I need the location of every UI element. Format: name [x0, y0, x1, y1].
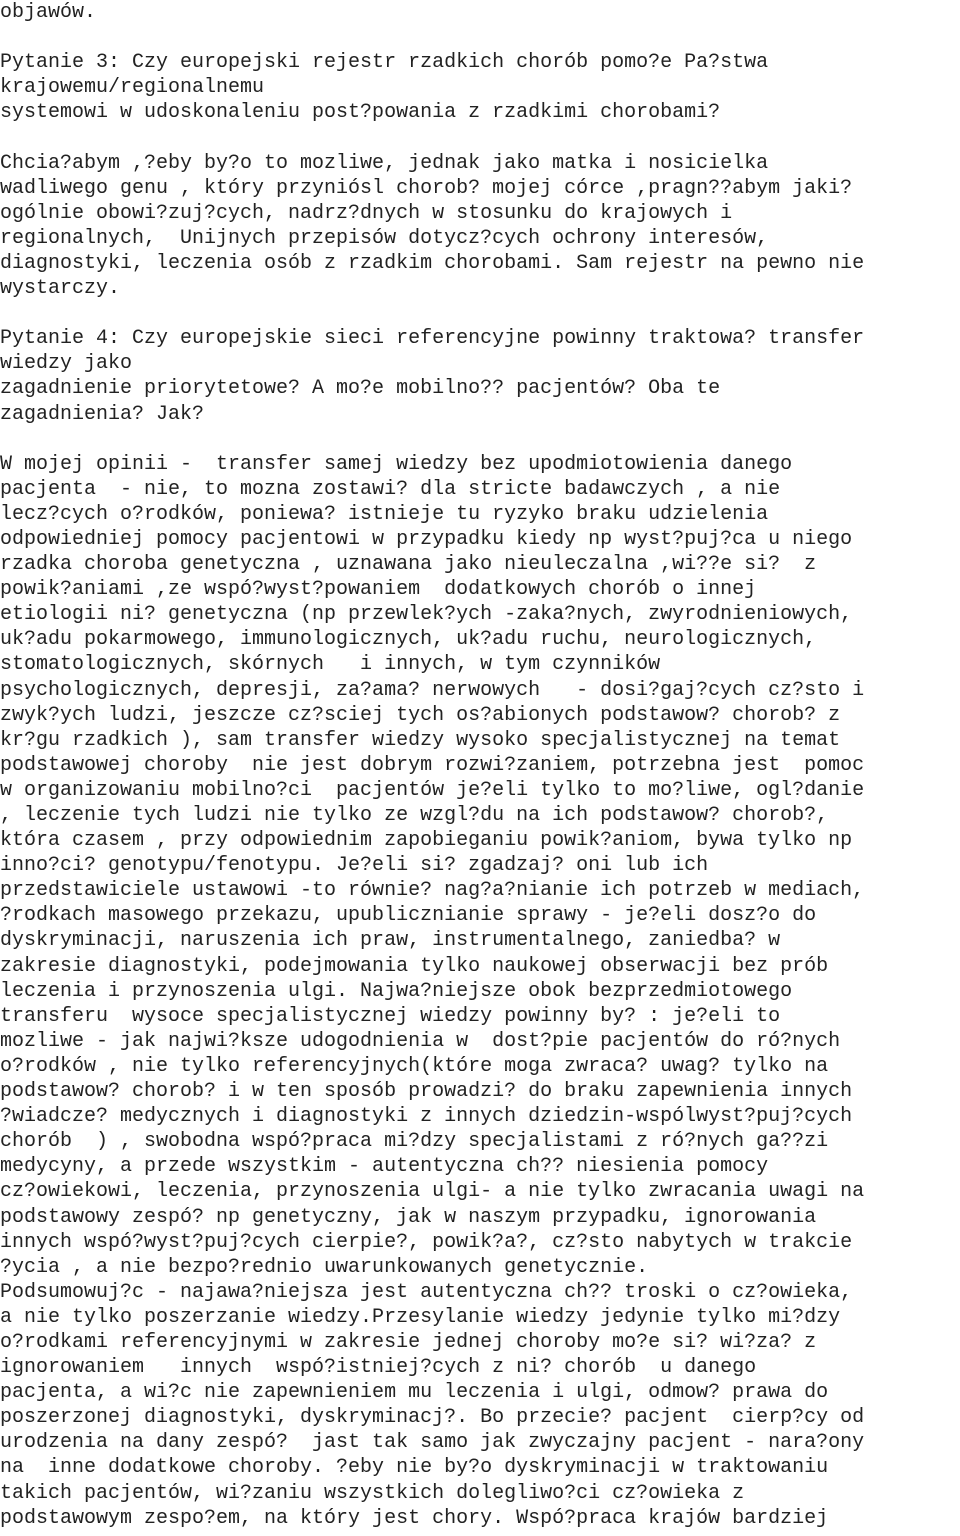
text-line: odpowiedniej pomocy pacjentowi w przypadku kiedy np wyst?puj?ca u niego [0, 527, 853, 551]
text-line: inno?ci? genotypu/fenotypu. Je?eli si? zgadzaj? oni lub ich [0, 854, 709, 878]
text-line: o?rodkami referencyjnymi w zakresie jednej choroby mo?e si? wi?za? z [0, 1330, 817, 1354]
text-line: podstawowy zespó? np genetyczny, jak w naszym przypadku, ignorowania [0, 1205, 817, 1229]
text-line: ?wiadcze? medycznych i diagnostyki z innych dziedzin-wspólwyst?puj?cych [0, 1105, 853, 1129]
text-line: kr?gu rzadkich ), sam transfer wiedzy wysoko specjalistycznej na temat [0, 728, 841, 752]
text-line: o?rodków , nie tylko referencyjnych(które moga zwraca? uwag? tylko na [0, 1054, 829, 1078]
blank-line [0, 301, 960, 326]
text-line: systemowi w udoskonaleniu post?powania z rzadkimi chorobami? [0, 101, 721, 125]
text-line: chorób ) , swobodna wspó?praca mi?dzy specjalistami z ró?nych ga??zi [0, 1130, 829, 1154]
text-line: podstawowej choroby nie jest dobrym rozwi?zaniem, potrzebna jest pomoc [0, 753, 865, 777]
text-line: zwyk?ych ludzi, jeszcze cz?sciej tych os?abionych podstawow? chorob? z [0, 703, 841, 727]
text-line: wystarczy. [0, 277, 121, 301]
text-line: transferu wysoce specjalistycznej wiedzy powinny by? : je?eli to [0, 1004, 781, 1028]
text-line: ?rodkach masowego przekazu, upublicznianie sprawy - je?eli dosz?o do [0, 904, 817, 928]
blank-line [0, 125, 960, 150]
text-line: na inne dodatkowe choroby. ?eby nie by?o dyskryminacji w traktowaniu [0, 1456, 829, 1480]
text-line: etiologii ni? genetyczna (np przewlek?ych -zaka?nych, zwyrodnieniowych, [0, 603, 853, 627]
text-line: powik?aniami ,ze wspó?wyst?powaniem dodatkowych chorób o innej [0, 578, 757, 602]
text-line: zagadnienia? Jak? [0, 402, 205, 426]
text-line: wadliwego genu , który przyniósl chorob? mojej córce ,pragn??abym jaki? [0, 176, 853, 200]
blank-line [0, 25, 960, 50]
text-line: ?ycia , a nie bezpo?rednio uwarunkowanych genetycznie. [0, 1255, 649, 1279]
text-line: Podsumowuj?c - najawa?niejsza jest autentyczna ch?? troski o cz?owieka, [0, 1280, 853, 1304]
text-line: medycyny, a przede wszystkim - autentyczna ch?? niesienia pomocy [0, 1155, 769, 1179]
text-line: pacjenta, a wi?c nie zapewnieniem mu leczenia i ulgi, odmow? prawa do [0, 1381, 829, 1405]
text-line: która czasem , przy odpowiednim zapobieganiu powik?aniom, bywa tylko np [0, 829, 853, 853]
text-line: zakresie diagnostyki, podejmowania tylko naukowej obserwacji bez prób [0, 954, 829, 978]
text-line: innych wspó?wyst?puj?cych cierpie?, powik?a?, cz?sto nabytych w trakcie [0, 1230, 853, 1254]
text-line: poszerzonej diagnostyki, dyskryminacj?. Bo przecie? pacjent cierp?cy od [0, 1406, 865, 1430]
text-line: W mojej opinii - transfer samej wiedzy bez upodmiotowienia danego [0, 452, 793, 476]
text-line: dyskryminacji, naruszenia ich praw, instrumentalnego, zaniedba? w [0, 929, 781, 953]
text-line: podstawow? chorob? i w ten sposób prowadzi? do braku zapewnienia innych [0, 1080, 853, 1104]
text-line: cz?owiekowi, leczenia, przynoszenia ulgi- a nie tylko zwracania uwagi na [0, 1180, 865, 1204]
text-line: , leczenie tych ludzi nie tylko ze wzgl?du na ich podstawow? chorob?, [0, 804, 829, 827]
text-line: psychologicznych, depresji, za?ama? nerwowych - dosi?gaj?cych cz?sto i [0, 678, 865, 702]
text-line: regionalnych, Unijnych przepisów dotycz?cych ochrony interesów, [0, 226, 769, 250]
text-line: urodzenia na dany zespó? jast tak samo jak zwyczajny pacjent - nara?ony [0, 1431, 865, 1455]
text-line: wiedzy jako [0, 352, 133, 376]
text-line: w organizowaniu mobilno?ci pacjentów je?eli tylko to mo?liwe, ogl?danie [0, 778, 865, 802]
text-line: leczenia i przynoszenia ulgi. Najwa?niejsze obok bezprzedmiotowego [0, 979, 793, 1003]
text-line: takich pacjentów, wi?zaniu wszystkich dolegliwo?ci cz?owieka z [0, 1481, 745, 1505]
text-line: zagadnienie priorytetowe? A mo?e mobilno?? pacjentów? Oba te [0, 377, 721, 401]
text-line: rzadka choroba genetyczna , uznawana jako nieuleczalna ,wi??e si? z [0, 553, 817, 577]
text-line: Chcia?abym ,?eby by?o to mozliwe, jednak jako matka i nosicielka [0, 151, 769, 175]
text-line: Pytanie 4: Czy europejskie sieci referencyjne powinny traktowa? transfer [0, 327, 865, 351]
text-line: uk?adu pokarmowego, immunologicznych, uk?adu ruchu, neurologicznych, [0, 628, 817, 652]
text-line: podstawowym zespo?em, na który jest chory. Wspó?praca krajów bardziej [0, 1506, 829, 1530]
text-line: krajowemu/regionalnemu [0, 76, 265, 100]
text-line: przedstawiciele ustawowi -to równie? nag?a?nianie ich potrzeb w mediach, [0, 879, 865, 903]
blank-line [0, 427, 960, 452]
text-line: ogólnie obowi?zuj?cych, nadrz?dnych w stosunku do krajowych i [0, 201, 733, 225]
text-line: mozliwe - jak najwi?ksze udogodnienia w dost?pie pacjentów do ró?nych [0, 1029, 841, 1053]
text-line: diagnostyki, leczenia osób z rzadkim chorobami. Sam rejestr na pewno nie [0, 251, 865, 275]
text-line: ignorowaniem innych wspó?istniej?cych z ni? chorób u danego [0, 1356, 757, 1380]
text-line: objawów. [0, 1, 97, 24]
text-line: a nie tylko poszerzanie wiedzy.Przesylanie wiedzy jedynie tylko mi?dzy [0, 1305, 841, 1329]
text-line: stomatologicznych, skórnych i innych, w tym czynników [0, 653, 661, 677]
text-line: lecz?cych o?rodków, poniewa? istnieje tu ryzyko braku udzielenia [0, 502, 769, 526]
text-line: Pytanie 3: Czy europejski rejestr rzadkich chorób pomo?e Pa?stwa [0, 51, 769, 75]
text-line: pacjenta - nie, to mozna zostawi? dla stricte badawczych , a nie [0, 477, 781, 501]
